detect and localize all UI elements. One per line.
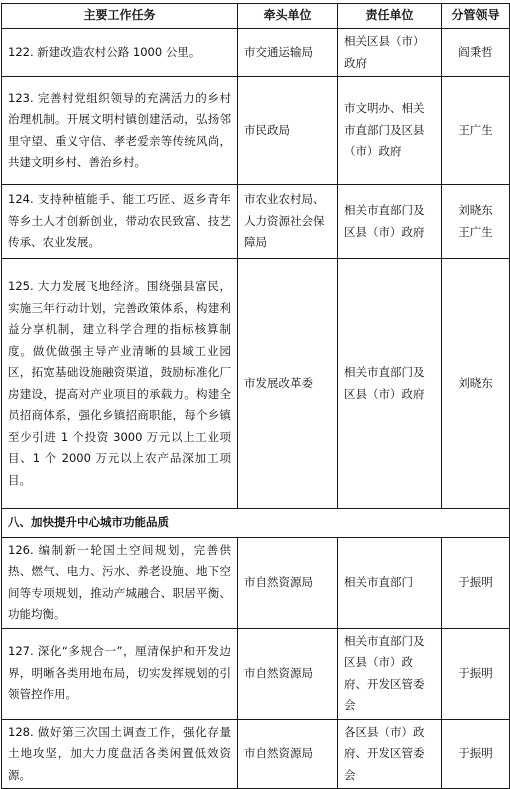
header-lead-unit: 牵头单位 <box>238 4 338 29</box>
lead-unit-cell: 市自然资源局 <box>238 628 338 719</box>
table-header-row <box>2 4 510 29</box>
leader-name: 王广生 <box>458 122 493 137</box>
lead-unit-cell: 市自然资源局 <box>238 537 338 628</box>
task-cell: 122. 新建改造农村公路 1000 公里。 <box>2 29 238 77</box>
table-row <box>2 259 510 509</box>
leader-cell <box>442 29 510 77</box>
responsible-unit-cell: 相关市直部门及区县（市）政府、开发区管委会 <box>338 628 442 719</box>
table-row <box>2 628 510 719</box>
section-row <box>2 509 510 538</box>
table-row <box>2 719 510 789</box>
leader-name: 王广生 <box>458 224 493 239</box>
lead-unit-cell: 市交通运输局 <box>238 29 338 77</box>
leader-name: 于振明 <box>458 665 493 680</box>
table-row <box>2 185 510 259</box>
leader-cell <box>442 185 510 259</box>
leader-name: 刘晓东 <box>458 203 493 217</box>
section-heading: 八、加快提升中心城市功能品质 <box>2 509 510 538</box>
lead-unit-cell: 市发展改革委 <box>238 259 338 509</box>
leader-name: 于振明 <box>458 746 493 760</box>
table-row <box>2 77 510 185</box>
leader-cell <box>442 537 510 628</box>
leader-name: 阎秉哲 <box>458 44 493 59</box>
task-table <box>1 3 510 789</box>
header-leader: 分管领导 <box>442 4 510 29</box>
leader-cell <box>442 719 510 789</box>
leader-cell <box>442 259 510 509</box>
responsible-unit-cell: 相关市直部门及区县（市）政府 <box>338 259 442 509</box>
header-responsible-unit: 责任单位 <box>338 4 442 29</box>
header-task: 主要工作任务 <box>2 4 238 29</box>
responsible-unit-cell: 相关市直部门及区县（市）政府 <box>338 185 442 259</box>
lead-unit-cell: 市农业农村局、人力资源社会保障局 <box>238 185 338 259</box>
responsible-unit-cell: 各区县（市）政府、开发区管委会 <box>338 719 442 789</box>
task-cell: 128. 做好第三次国土调查工作，强化存量土地攻坚，加大力度盘活各类闲置低效资源。 <box>2 719 238 789</box>
task-cell: 125. 大力发展飞地经济。围绕强县富民，实施三年行动计划，完善政策体系，构建利益分享机制，建立科学合理的指标核算制度。做优做强主导产业清晰的县域工业园区，拓宽基础设施融资渠道，鼓励标准化厂房建设，提高对产业项目的承载力。构建全员招商体系，强化乡镇招商职能，每个乡镇至少引进 1 个投资 3000 万元以上工业项目、1 个 2000 万元以上农产品深加工项目。 <box>2 259 238 509</box>
leader-cell <box>442 77 510 185</box>
leader-name: 于振明 <box>458 574 493 589</box>
lead-unit-cell: 市民政局 <box>238 77 338 185</box>
leader-cell <box>442 628 510 719</box>
responsible-unit-cell: 相关市直部门 <box>338 537 442 628</box>
table-row <box>2 29 510 77</box>
responsible-unit-cell: 相关区县（市）政府 <box>338 29 442 77</box>
task-cell: 123. 完善村党组织领导的充满活力的乡村治理机制。开展文明村镇创建活动，弘扬邻里守望、重义守信、孝老爱亲等传统风尚，共建文明乡村、善治乡村。 <box>2 77 238 185</box>
document-page <box>0 3 510 782</box>
table-row <box>2 537 510 628</box>
task-cell: 124. 支持种植能手、能工巧匠、返乡青年等乡土人才创新创业，带动农民致富、技艺传承、农业发展。 <box>2 185 238 259</box>
task-cell: 127. 深化“多规合一”，厘清保护和开发边界，明晰各类用地布局，切实发挥规划的引领管控作用。 <box>2 628 238 719</box>
leader-name: 刘晓东 <box>458 375 493 390</box>
task-cell: 126. 编制新一轮国土空间规划，完善供热、燃气、电力、污水、养老设施、地下空间等专项规划，推动产城融合、职居平衡、功能均衡。 <box>2 537 238 628</box>
responsible-unit-cell: 市文明办、相关市直部门及区县（市）政府 <box>338 77 442 185</box>
lead-unit-cell: 市自然资源局 <box>238 719 338 789</box>
